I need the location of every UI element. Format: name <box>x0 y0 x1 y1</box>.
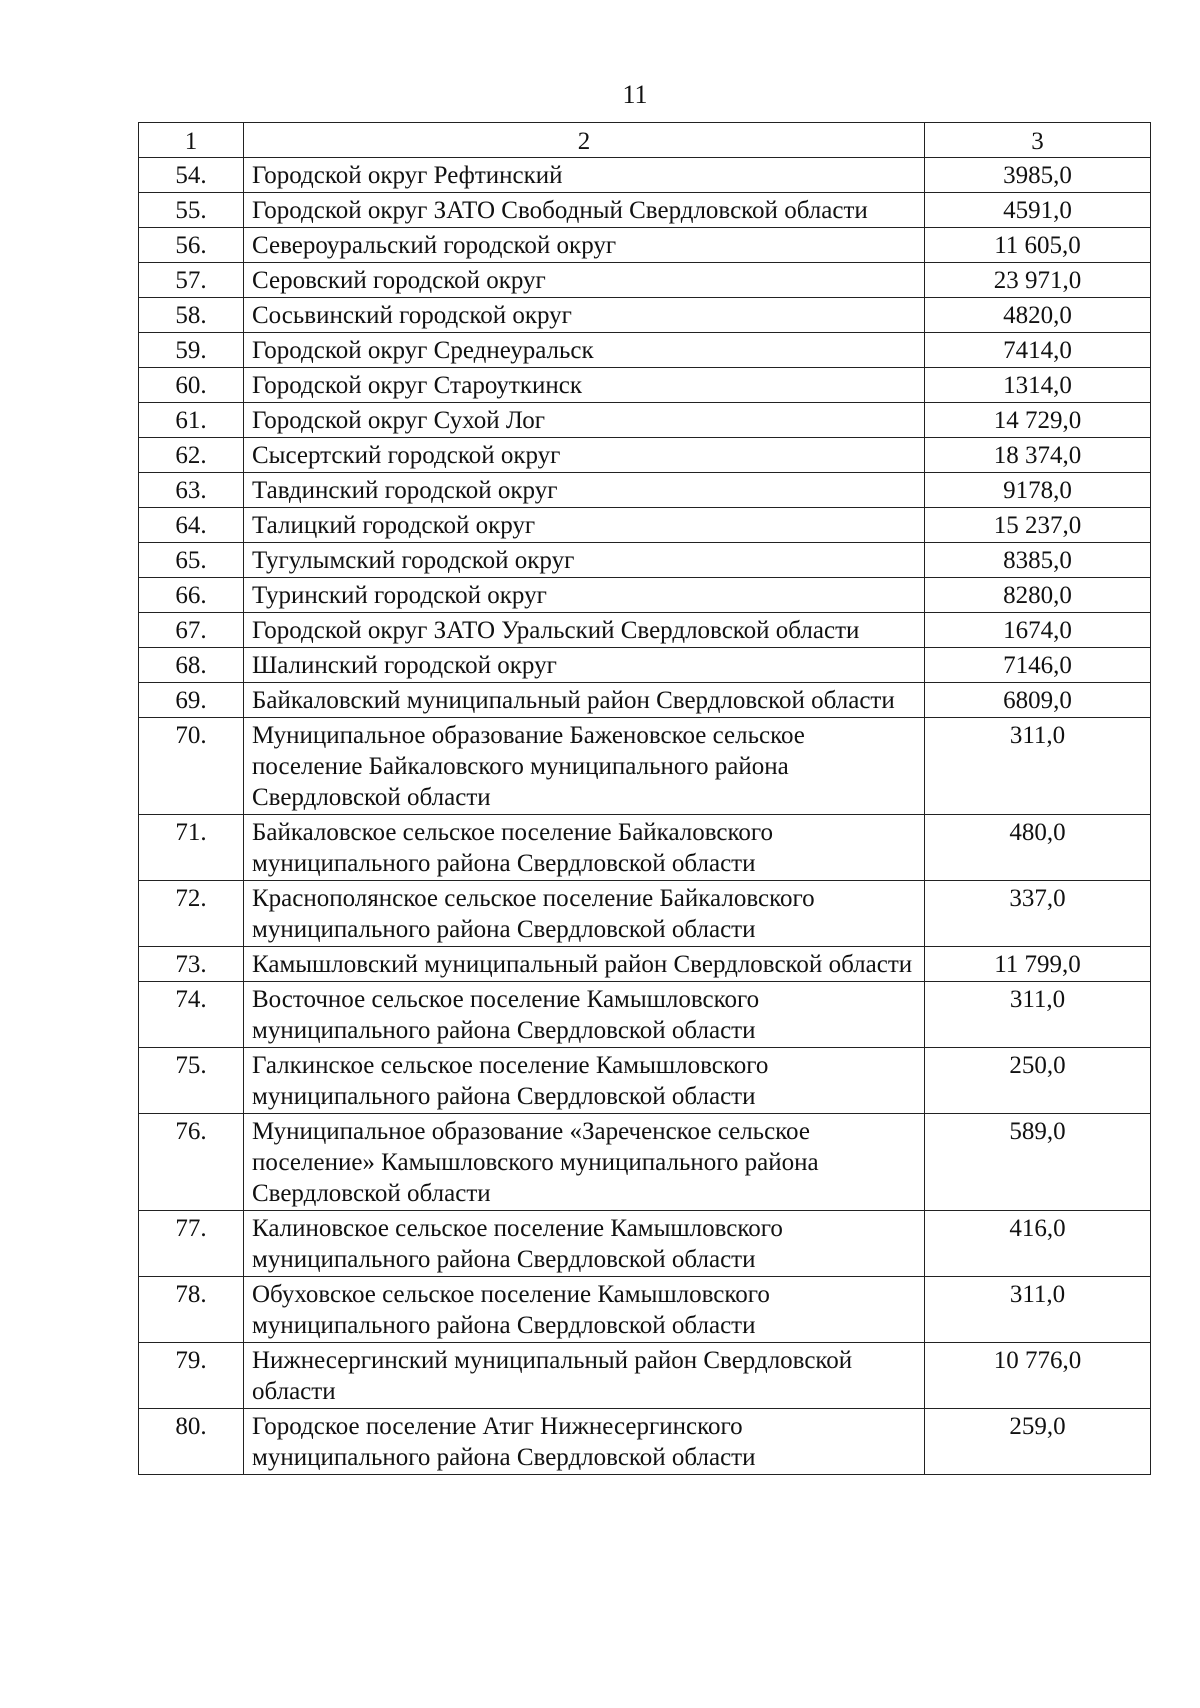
table-row <box>139 438 1151 473</box>
table-row <box>139 403 1151 438</box>
header-col-value: 3 <box>925 123 1151 158</box>
allocation-value: 11 799,0 <box>925 947 1151 982</box>
municipality-name: Серовский городской округ <box>244 263 925 298</box>
allocation-value: 4591,0 <box>925 193 1151 228</box>
municipality-name: Городской округ Рефтинский <box>244 158 925 193</box>
row-number: 63. <box>139 473 244 508</box>
municipality-name: Городское поселение Атиг Нижнесергинского муниципального района Свердловской области <box>244 1409 925 1475</box>
row-number: 77. <box>139 1211 244 1277</box>
municipality-name: Городской округ ЗАТО Уральский Свердловской области <box>244 613 925 648</box>
table-row <box>139 158 1151 193</box>
municipality-name: Галкинское сельское поселение Камышловского муниципального района Свердловской области <box>244 1048 925 1114</box>
table-row <box>139 193 1151 228</box>
table-row <box>139 1277 1151 1343</box>
row-number: 58. <box>139 298 244 333</box>
table-row <box>139 368 1151 403</box>
allocation-table <box>138 122 1151 1475</box>
row-number: 62. <box>139 438 244 473</box>
municipality-name: Муниципальное образование «Зареченское сельское поселение» Камышловского муниципального района Свердловской области <box>244 1114 925 1211</box>
allocation-value: 1314,0 <box>925 368 1151 403</box>
municipality-name: Сысертский городской округ <box>244 438 925 473</box>
allocation-value: 23 971,0 <box>925 263 1151 298</box>
allocation-value: 11 605,0 <box>925 228 1151 263</box>
municipality-name: Городской округ ЗАТО Свободный Свердловской области <box>244 193 925 228</box>
row-number: 79. <box>139 1343 244 1409</box>
table-row <box>139 1114 1151 1211</box>
table-row <box>139 1409 1151 1475</box>
municipality-name: Шалинский городской округ <box>244 648 925 683</box>
municipality-name: Восточное сельское поселение Камышловского муниципального района Свердловской области <box>244 982 925 1048</box>
table-row <box>139 648 1151 683</box>
allocation-value: 311,0 <box>925 1277 1151 1343</box>
table-row <box>139 1048 1151 1114</box>
municipality-name: Туринский городской округ <box>244 578 925 613</box>
allocation-value: 589,0 <box>925 1114 1151 1211</box>
table-body <box>139 123 1151 1475</box>
table-row <box>139 333 1151 368</box>
row-number: 59. <box>139 333 244 368</box>
municipality-name: Талицкий городской округ <box>244 508 925 543</box>
municipality-name: Нижнесергинский муниципальный район Свердловской области <box>244 1343 925 1409</box>
row-number: 60. <box>139 368 244 403</box>
page-number: 11 <box>622 80 648 109</box>
table-row <box>139 881 1151 947</box>
municipality-name: Североуральский городской округ <box>244 228 925 263</box>
header-col-name: 2 <box>244 123 925 158</box>
municipality-name: Городской округ Староуткинск <box>244 368 925 403</box>
table-row <box>139 263 1151 298</box>
allocation-value: 311,0 <box>925 718 1151 815</box>
table-row <box>139 543 1151 578</box>
row-number: 65. <box>139 543 244 578</box>
municipality-name: Байкаловское сельское поселение Байкаловского муниципального района Свердловской области <box>244 815 925 881</box>
row-number: 56. <box>139 228 244 263</box>
allocation-value: 480,0 <box>925 815 1151 881</box>
row-number: 61. <box>139 403 244 438</box>
municipality-name: Тугулымский городской округ <box>244 543 925 578</box>
table-row <box>139 683 1151 718</box>
municipality-name: Тавдинский городской округ <box>244 473 925 508</box>
allocation-value: 337,0 <box>925 881 1151 947</box>
table-row <box>139 815 1151 881</box>
allocation-value: 259,0 <box>925 1409 1151 1475</box>
allocation-value: 14 729,0 <box>925 403 1151 438</box>
allocation-value: 3985,0 <box>925 158 1151 193</box>
allocation-value: 15 237,0 <box>925 508 1151 543</box>
allocation-value: 7414,0 <box>925 333 1151 368</box>
table-header-row <box>139 123 1151 158</box>
municipality-name: Городской округ Сухой Лог <box>244 403 925 438</box>
row-number: 75. <box>139 1048 244 1114</box>
row-number: 54. <box>139 158 244 193</box>
allocation-value: 8280,0 <box>925 578 1151 613</box>
row-number: 68. <box>139 648 244 683</box>
allocation-value: 250,0 <box>925 1048 1151 1114</box>
allocation-value: 4820,0 <box>925 298 1151 333</box>
row-number: 73. <box>139 947 244 982</box>
table-row <box>139 982 1151 1048</box>
row-number: 55. <box>139 193 244 228</box>
allocation-value: 6809,0 <box>925 683 1151 718</box>
table-row <box>139 1343 1151 1409</box>
table-row <box>139 1211 1151 1277</box>
table-row <box>139 718 1151 815</box>
allocation-value: 1674,0 <box>925 613 1151 648</box>
municipality-name: Обуховское сельское поселение Камышловского муниципального района Свердловской области <box>244 1277 925 1343</box>
table-row <box>139 613 1151 648</box>
table-row <box>139 228 1151 263</box>
row-number: 71. <box>139 815 244 881</box>
municipality-name: Байкаловский муниципальный район Свердловской области <box>244 683 925 718</box>
row-number: 64. <box>139 508 244 543</box>
row-number: 74. <box>139 982 244 1048</box>
header-col-number: 1 <box>139 123 244 158</box>
allocation-value: 18 374,0 <box>925 438 1151 473</box>
row-number: 80. <box>139 1409 244 1475</box>
allocation-value: 7146,0 <box>925 648 1151 683</box>
allocation-value: 10 776,0 <box>925 1343 1151 1409</box>
row-number: 57. <box>139 263 244 298</box>
row-number: 70. <box>139 718 244 815</box>
municipality-name: Краснополянское сельское поселение Байкаловского муниципального района Свердловской области <box>244 881 925 947</box>
row-number: 76. <box>139 1114 244 1211</box>
row-number: 72. <box>139 881 244 947</box>
allocation-value: 416,0 <box>925 1211 1151 1277</box>
row-number: 67. <box>139 613 244 648</box>
allocation-value: 311,0 <box>925 982 1151 1048</box>
table-row <box>139 508 1151 543</box>
row-number: 69. <box>139 683 244 718</box>
table-row <box>139 947 1151 982</box>
allocation-value: 9178,0 <box>925 473 1151 508</box>
table-row <box>139 298 1151 333</box>
table-row <box>139 578 1151 613</box>
municipality-name: Муниципальное образование Баженовское сельское поселение Байкаловского муниципального района Свердловской области <box>244 718 925 815</box>
allocation-value: 8385,0 <box>925 543 1151 578</box>
municipality-name: Калиновское сельское поселение Камышловского муниципального района Свердловской области <box>244 1211 925 1277</box>
row-number: 66. <box>139 578 244 613</box>
municipality-name: Городской округ Среднеуральск <box>244 333 925 368</box>
table-row <box>139 473 1151 508</box>
municipality-name: Камышловский муниципальный район Свердловской области <box>244 947 925 982</box>
row-number: 78. <box>139 1277 244 1343</box>
municipality-name: Сосьвинский городской округ <box>244 298 925 333</box>
